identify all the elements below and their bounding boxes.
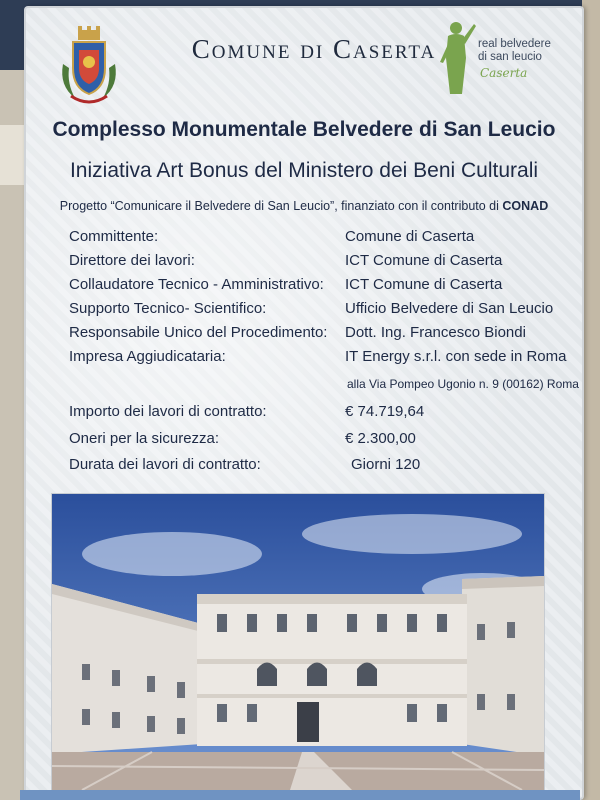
- sub-title: Iniziativa Art Bonus del Ministero dei Beni Culturali: [69, 159, 539, 182]
- detail-label: Responsabile Unico del Procedimento:: [69, 324, 328, 341]
- project-text: Progetto “Comunicare il Belvedere di San Leucio”, finanziato con il contributo di: [59, 199, 499, 213]
- belvedere-building-photo: [51, 493, 545, 791]
- coat-of-arms-icon: [57, 24, 121, 108]
- detail-label: Impresa Aggiudicataria:: [69, 348, 226, 365]
- detail-value: Comune di Caserta: [345, 228, 475, 245]
- detail-label: Supporto Tecnico- Scientifico:: [69, 300, 267, 317]
- cost-label: Oneri per la sicurezza:: [69, 430, 220, 447]
- municipality-title: Comune di Caserta: [191, 34, 437, 64]
- project-line: [24, 199, 584, 213]
- detail-label: Committente:: [69, 228, 159, 245]
- partner-line-2: di san leucio: [478, 51, 542, 63]
- cost-label: Importo dei lavori di contratto:: [69, 403, 267, 420]
- statue-logo-icon: [434, 18, 478, 96]
- detail-value: Ufficio Belvedere di San Leucio: [345, 300, 554, 317]
- detail-value: IT Energy s.r.l. con sede in Roma: [345, 348, 567, 365]
- partner-logo-text: [478, 38, 588, 64]
- detail-label: Direttore dei lavori:: [69, 252, 195, 269]
- contractor-address: alla Via Pompeo Ugonio n. 9 (00162) Roma: [347, 377, 579, 391]
- detail-value: ICT Comune di Caserta: [345, 276, 503, 293]
- sign-bottom-edge: [20, 790, 580, 800]
- detail-value: ICT Comune di Caserta: [345, 252, 503, 269]
- information-sign: [24, 6, 584, 800]
- main-title: Complesso Monumentale Belvedere di San Leucio: [52, 118, 556, 141]
- detail-label: Collaudatore Tecnico - Amministrativo:: [69, 276, 324, 293]
- cost-label: Durata dei lavori di contratto:: [69, 456, 261, 473]
- detail-value: Dott. Ing. Francesco Biondi: [345, 324, 526, 341]
- partner-brand: Caserta: [480, 66, 528, 80]
- cost-value: € 74.719,64: [345, 403, 425, 420]
- cost-value: Giorni 120: [351, 456, 421, 473]
- background-wall-right: [582, 0, 600, 800]
- sponsor-name: CONAD: [502, 199, 549, 213]
- cost-value: € 2.300,00: [345, 430, 416, 447]
- partner-line-1: real belvedere: [478, 38, 551, 50]
